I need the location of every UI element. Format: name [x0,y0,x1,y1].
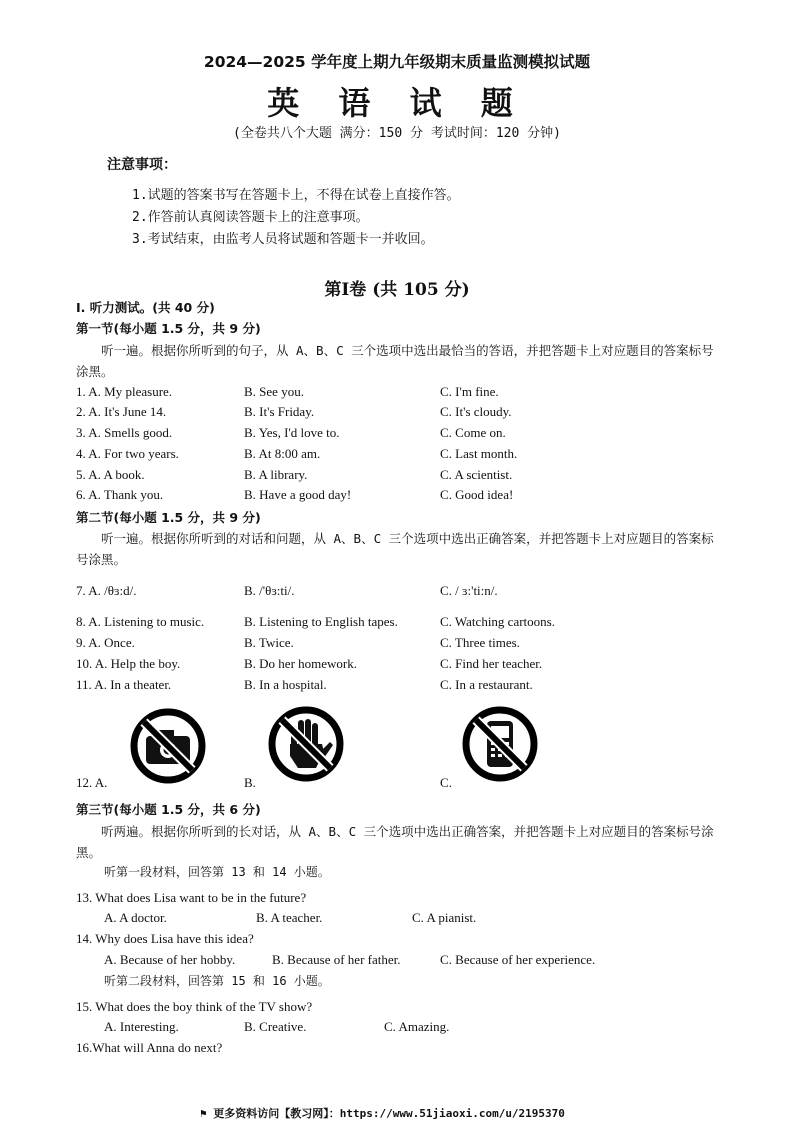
instruction: 听一遍。根据你所听到的对话和问题，从 A、B、C 三个选项中选出正确答案，并把答题卡上对应题目的答案标号涂黑。 [76,531,714,567]
material-note: 听第一段材料，回答第 13 和 14 小题。 [104,865,330,879]
footer-link[interactable] [200,1105,565,1121]
subsection-title: 第三节(每小题 1.5 分，共 6 分) [76,802,261,817]
option: B. Listening to English tapes. [244,614,398,629]
option: B. Have a good day! [244,487,352,502]
option: 10. A. Help the boy. [76,656,181,671]
no-camera-icon [128,706,208,786]
notice-item: 1.试题的答案书写在答题卡上，不得在试卷上直接作答。 [132,188,460,203]
question: 14. Why does Lisa have this idea? [76,931,254,946]
option: B. It's Friday. [244,404,315,419]
option: C. A scientist. [440,467,513,482]
subsection-title: 第一节(每小题 1.5 分，共 9 分) [76,321,261,336]
option: 9. A. Once. [76,635,135,650]
option: 1. A. My pleasure. [76,384,173,399]
option: B. Twice. [244,635,294,650]
part-title: 第Ⅰ卷 (共 105 分) [324,280,470,300]
option: B. Do her homework. [244,656,358,671]
question: 16.What will Anna do next? [76,1040,223,1055]
option: C. I'm fine. [440,384,499,399]
option: B. A teacher. [256,910,323,925]
option: 6. A. Thank you. [76,487,164,502]
option: C. A pianist. [412,910,477,925]
option: C. [440,775,452,790]
option: B. /'θɜ:ti/. [244,583,295,598]
option: C. Amazing. [384,1019,450,1034]
question: 15. What does the boy think of the TV show? [76,999,313,1014]
option: B. Because of her father. [272,952,401,967]
instruction: 听两遍。根据你所听到的长对话，从 A、B、C 三个选项中选出正确答案，并把答题卡上对应题目的答案标号涂黑。 [76,824,714,860]
option: C. It's cloudy. [440,404,512,419]
notice-item: 3.考试结束，由监考人员将试题和答题卡一并收回。 [132,232,434,247]
option: B. In a hospital. [244,677,327,692]
question: 13. What does Lisa want to be in the future? [76,890,307,905]
notice-item: 2.作答前认真阅读答题卡上的注意事项。 [132,210,369,225]
option: B. Yes, I'd love to. [244,425,340,440]
subsection-title: 第二节(每小题 1.5 分，共 9 分) [76,510,261,525]
option: A. A doctor. [104,910,167,925]
option: C. Find her teacher. [440,656,543,671]
no-phone-icon [460,704,540,784]
option: B. [244,775,256,790]
exam-title: 英 语 试 题 [267,84,527,122]
option: A. Because of her hobby. [104,952,236,967]
option: 7. A. /θɜ:d/. [76,583,137,598]
option: B. A library. [244,467,308,482]
option: C. In a restaurant. [440,677,533,692]
material-note: 听第二段材料，回答第 15 和 16 小题。 [104,974,330,988]
option: C. Because of her experience. [440,952,596,967]
option: B. At 8:00 am. [244,446,321,461]
option: C. Come on. [440,425,506,440]
option: B. See you. [244,384,304,399]
option: 11. A. In a theater. [76,677,172,692]
footer-text: 更多资料访问【教习网】：https://www.51jiaoxi.com/u/2195370 [213,1107,565,1120]
option: 3. A. Smells good. [76,425,173,440]
no-hand-icon [266,704,346,784]
option: 8. A. Listening to music. [76,614,205,629]
option: C. Three times. [440,635,520,650]
option: 12. A. [76,775,108,790]
option: A. Interesting. [104,1019,179,1034]
notice-title: 注意事项： [107,157,177,173]
option: 4. A. For two years. [76,446,179,461]
option: 5. A. A book. [76,467,145,482]
exam-meta: (全卷共八个大题 满分：150 分 考试时间：120 分钟) [233,126,561,141]
instruction: 听一遍。根据你所听到的句子，从 A、B、C 三个选项中选出最恰当的答语，并把答题卡上对应题目的答案标号涂黑。 [76,343,714,379]
exam-subtitle: 2024—2025 学年度上期九年级期末质量监测模拟试题 [203,53,591,71]
flag-icon: ⚑ [200,1107,214,1120]
option: C. / ɜ:'ti:n/. [440,583,498,598]
section-title: I. 听力测试。(共 40 分) [76,300,215,315]
option: C. Watching cartoons. [440,614,555,629]
option: B. Creative. [244,1019,307,1034]
option: C. Good idea! [440,487,514,502]
option: C. Last month. [440,446,518,461]
option: 2. A. It's June 14. [76,404,167,419]
